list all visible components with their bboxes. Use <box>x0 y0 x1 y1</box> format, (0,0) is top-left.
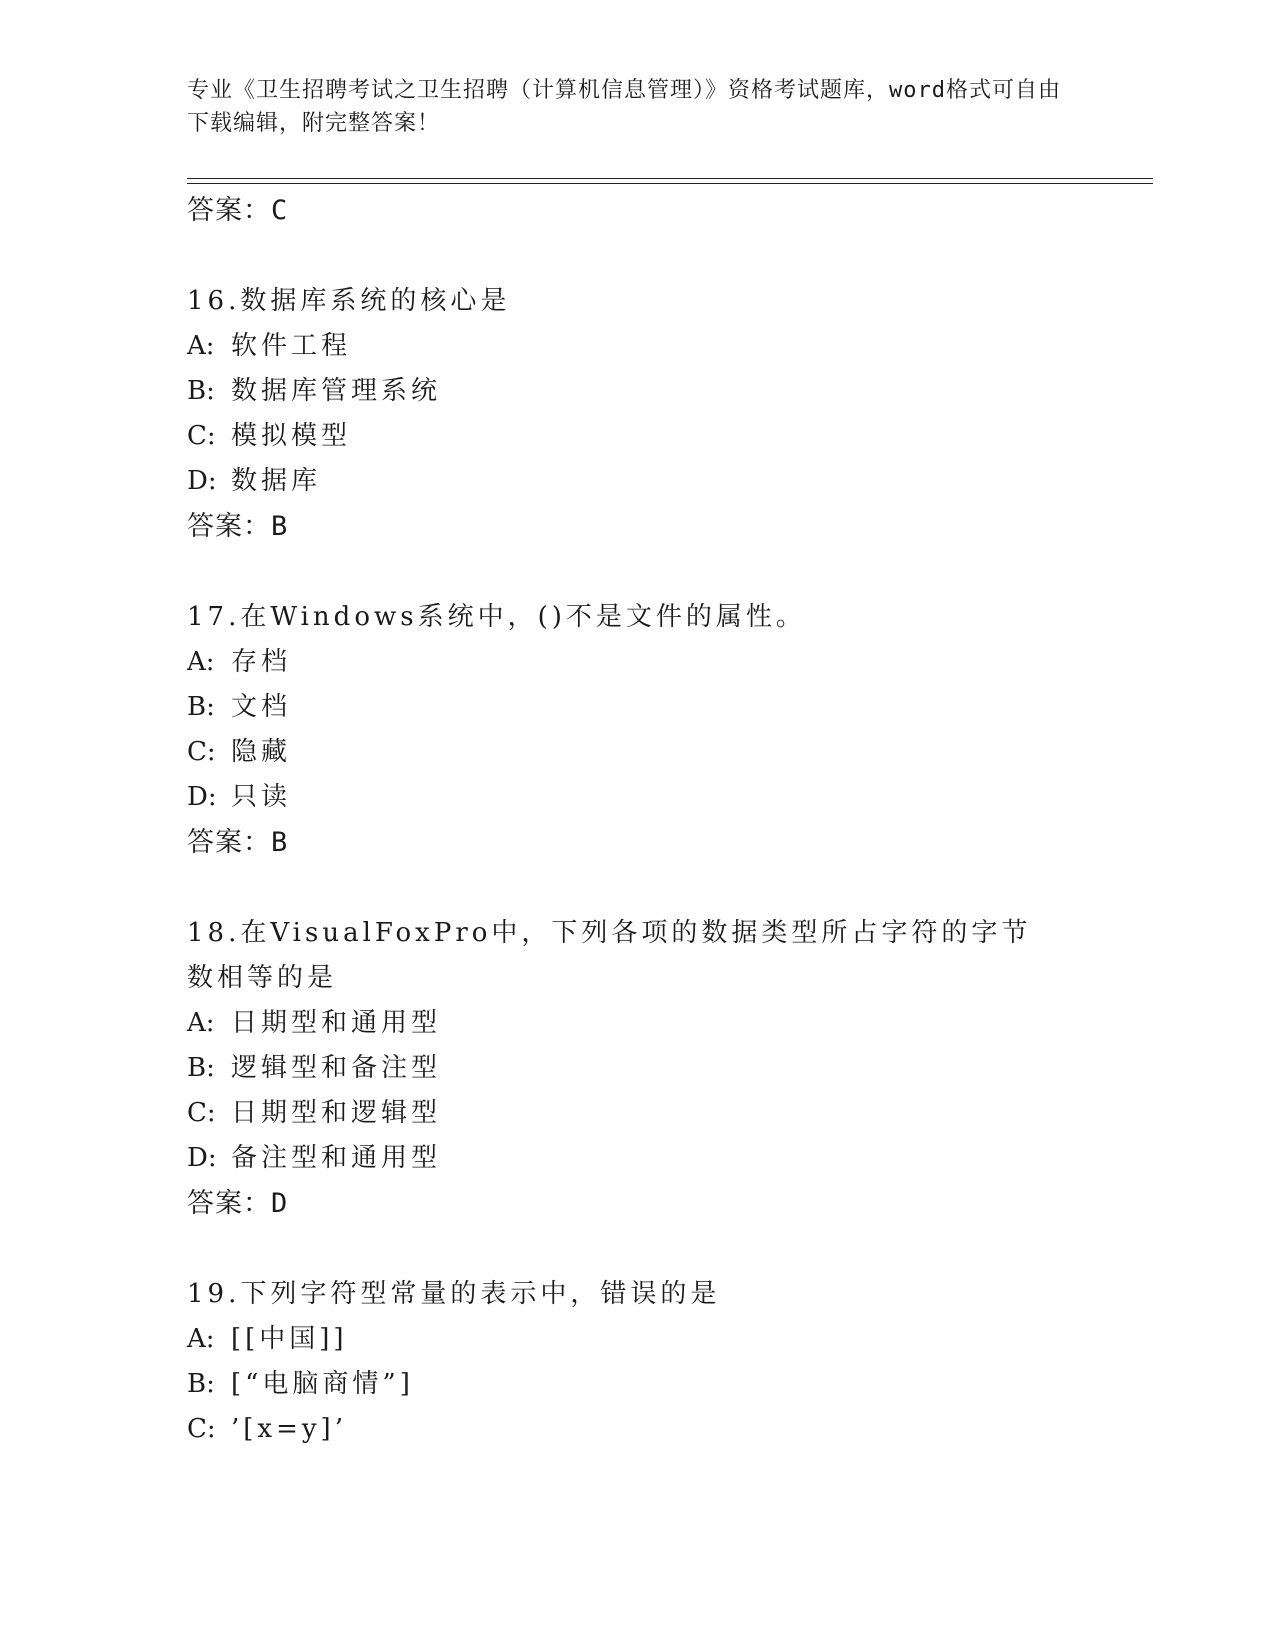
option-letter: C: <box>187 1414 216 1444</box>
option-b <box>187 1046 1087 1091</box>
question-list <box>187 188 1087 1452</box>
option-c <box>187 414 1087 459</box>
question-item <box>187 595 1087 865</box>
question-stem: 17.在Windows系统中，()不是文件的属性。 <box>187 602 806 632</box>
option-c <box>187 1091 1087 1136</box>
option-text: 软件工程 <box>231 331 352 361</box>
option-text: [[中国]] <box>231 1324 348 1354</box>
option-text: [“电脑商情”] <box>231 1369 414 1399</box>
option-letter: A: <box>187 1324 215 1354</box>
option-a <box>187 1317 1087 1362</box>
option-text: 日期型和通用型 <box>231 1008 442 1038</box>
question-item <box>187 911 1087 1226</box>
option-letter: A: <box>187 1008 215 1038</box>
question-stem: 18.在VisualFoxPro中，下列各项的数据类型所占字符的字节数相等的是 <box>187 918 1032 993</box>
option-text: 隐藏 <box>231 737 292 767</box>
header-divider-bottom <box>187 183 1153 184</box>
question-item <box>187 279 1087 549</box>
option-a <box>187 1001 1087 1046</box>
option-letter: A: <box>187 647 215 677</box>
option-letter: D: <box>187 466 217 496</box>
answer-line: 答案：B <box>187 511 289 542</box>
option-letter: B: <box>187 376 215 406</box>
option-text: ’[x=y]’ <box>231 1414 347 1444</box>
question-stem: 19.下列字符型常量的表示中，错误的是 <box>187 1279 721 1309</box>
option-letter: B: <box>187 1053 215 1083</box>
option-text: 模拟模型 <box>231 421 352 451</box>
answer-line: 答案：D <box>187 1188 289 1219</box>
option-letter: D: <box>187 1143 217 1173</box>
option-c <box>187 1407 1087 1452</box>
option-d <box>187 775 1087 820</box>
option-b <box>187 369 1087 414</box>
question-stem: 16.数据库系统的核心是 <box>187 286 511 316</box>
option-letter: C: <box>187 1098 216 1128</box>
option-text: 备注型和通用型 <box>231 1143 442 1173</box>
option-c <box>187 730 1087 775</box>
document-header-intro: 专业《卫生招聘考试之卫生招聘（计算机信息管理）》资格考试题库，word格式可自由下载编辑，附完整答案！ <box>187 78 1061 136</box>
header-divider-top <box>187 178 1153 179</box>
option-text: 数据库管理系统 <box>231 376 442 406</box>
answer-line: 答案：B <box>187 827 289 858</box>
option-letter: D: <box>187 782 217 812</box>
option-a <box>187 640 1087 685</box>
option-b <box>187 1362 1087 1407</box>
option-text: 数据库 <box>231 466 322 496</box>
question-item <box>187 1272 1087 1452</box>
option-d <box>187 1136 1087 1181</box>
option-letter: B: <box>187 1369 215 1399</box>
option-d <box>187 459 1087 504</box>
option-b <box>187 685 1087 730</box>
option-letter: C: <box>187 737 216 767</box>
option-text: 存档 <box>231 647 292 677</box>
option-text: 逻辑型和备注型 <box>231 1053 442 1083</box>
option-letter: B: <box>187 692 215 722</box>
option-letter: A: <box>187 331 215 361</box>
answer-line: 答案：C <box>187 195 289 226</box>
option-text: 日期型和逻辑型 <box>231 1098 442 1128</box>
option-text: 只读 <box>231 782 292 812</box>
option-text: 文档 <box>231 692 292 722</box>
option-a <box>187 324 1087 369</box>
option-letter: C: <box>187 421 216 451</box>
